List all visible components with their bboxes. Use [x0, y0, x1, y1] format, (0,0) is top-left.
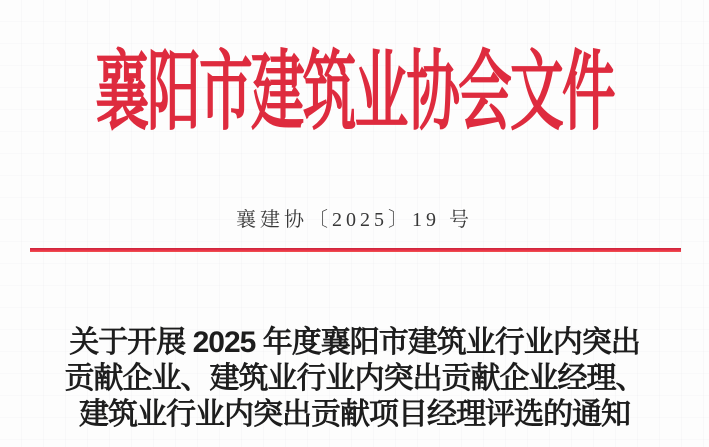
document-number: 襄建协〔2025〕19 号 [236, 209, 473, 231]
notice-title-line-2: 贡献企业、建筑业行业内突出贡献企业经理、 [64, 362, 645, 395]
document-header-title: 襄阳市建筑业协会文件 [95, 45, 614, 142]
notice-title [0, 325, 709, 433]
notice-title-line-3: 建筑业行业内突出贡献项目经理评选的通知 [79, 398, 630, 431]
notice-title-line-1: 关于开展 2025 年度襄阳市建筑业行业内突出 [69, 326, 640, 359]
red-divider-line [30, 248, 681, 252]
